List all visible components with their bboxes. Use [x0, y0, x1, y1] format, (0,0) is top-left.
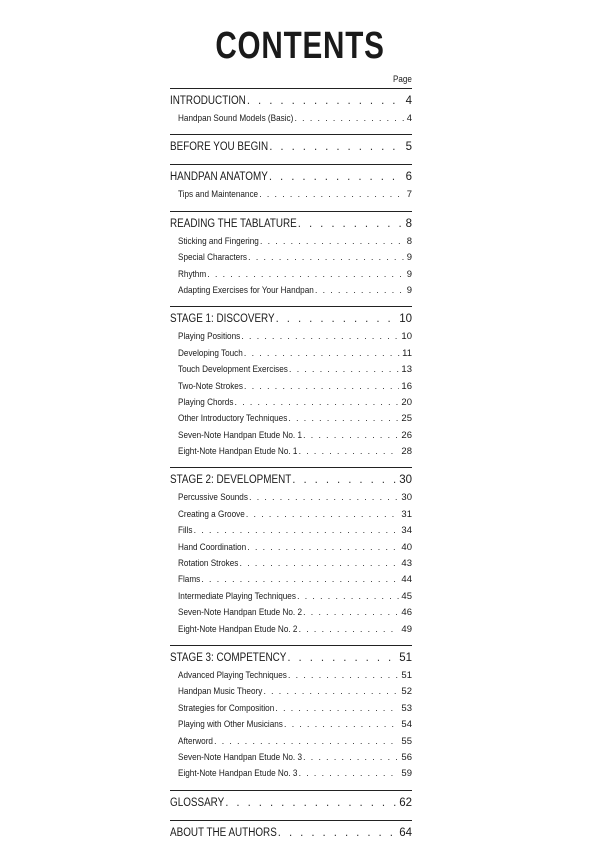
toc-entry[interactable] [170, 283, 412, 299]
toc-entry[interactable] [170, 605, 412, 621]
toc-section-heading[interactable] [170, 137, 412, 157]
toc-page-number: 30 [399, 474, 412, 487]
toc-page-number: 11 [402, 347, 412, 359]
toc-entry-label: Sticking and Fingering [178, 235, 259, 247]
toc-section-heading[interactable] [170, 793, 412, 813]
toc-entry[interactable] [170, 717, 412, 733]
toc-leader-dots [258, 187, 405, 203]
toc-entry[interactable] [170, 556, 412, 572]
toc-page-number: 59 [401, 768, 412, 780]
toc-page-number: 52 [401, 686, 412, 698]
toc-entry-label: Rhythm [178, 268, 207, 280]
toc-leader-dots [193, 523, 400, 539]
toc-leader-dots [297, 214, 404, 234]
toc-page-number: 45 [401, 590, 412, 602]
toc-entry-label: Handpan Sound Models (Basic) [178, 113, 294, 124]
toc-page-number: 25 [401, 413, 412, 425]
toc-entry-label: Special Characters [178, 252, 248, 264]
toc-page-number: 26 [401, 429, 412, 441]
toc-section-heading[interactable] [170, 214, 412, 234]
toc-entry-label: Playing Chords [178, 396, 234, 408]
page-column-label: Page [393, 74, 412, 85]
toc-page-number: 8 [405, 217, 412, 230]
toc-section [170, 211, 412, 300]
toc-page-number: 30 [401, 492, 412, 504]
toc-leader-dots [243, 346, 400, 362]
toc-section-title: READING THE TABLATURE [170, 217, 297, 230]
toc-leader-dots [286, 648, 397, 668]
toc-page-number: 53 [401, 702, 412, 714]
toc-leader-dots [287, 668, 400, 684]
toc-entry-label: Other Introductory Techniques [178, 413, 288, 425]
toc-section [170, 790, 412, 813]
toc-page-number: 10 [401, 331, 412, 343]
toc-page-number: 40 [401, 541, 412, 553]
toc-entry[interactable] [170, 187, 412, 203]
toc-section [170, 820, 412, 843]
toc-entry-label: Hand Coordination [178, 541, 247, 553]
toc-entry[interactable] [170, 346, 412, 362]
toc-entry[interactable] [170, 540, 412, 556]
toc-entry[interactable] [170, 428, 412, 444]
toc-section-title: STAGE 1: DISCOVERY [170, 313, 275, 326]
toc-entry-label: Afterword [178, 735, 213, 747]
toc-leader-dots [275, 309, 398, 329]
toc-entry-label: Seven-Note Handpan Etude No. 3 [178, 751, 303, 763]
toc-entry-label: Eight-Note Handpan Etude No. 1 [178, 446, 298, 458]
toc-section [170, 134, 412, 157]
toc-leader-dots [238, 556, 399, 572]
toc-leader-dots [291, 470, 397, 490]
toc-page-number: 9 [406, 284, 412, 296]
toc-page-number: 44 [401, 574, 412, 586]
toc-page-number: 16 [401, 380, 412, 392]
toc-entry[interactable] [170, 362, 412, 378]
toc-entry-label: Strategies for Composition [178, 702, 275, 714]
toc-section-title: INTRODUCTION [170, 95, 246, 107]
toc-entry-label: Creating a Groove [178, 508, 245, 520]
toc-entry-label: Eight-Note Handpan Etude No. 2 [178, 623, 298, 635]
toc-entry-label: Two-Note Strokes [178, 380, 243, 392]
toc-section [170, 88, 412, 127]
toc-leader-dots [274, 701, 399, 717]
toc-entry[interactable] [170, 766, 412, 782]
toc-section-heading[interactable] [170, 823, 412, 843]
toc-leader-dots [277, 823, 397, 843]
toc-leader-dots [297, 444, 399, 460]
toc-entry[interactable] [170, 684, 412, 700]
toc-page-number: 55 [401, 735, 412, 747]
toc-entry[interactable] [170, 750, 412, 766]
toc-page-number: 49 [401, 623, 412, 635]
toc-entry-label: Developing Touch [178, 347, 243, 359]
toc-entry[interactable] [170, 734, 412, 750]
toc-leader-dots [200, 572, 399, 588]
toc-entry-label: Rotation Strokes [178, 558, 239, 570]
toc-leader-dots [240, 329, 399, 345]
toc-section-title: STAGE 2: DEVELOPMENT [170, 474, 292, 487]
toc-entry-label: Playing with Other Musicians [178, 719, 283, 731]
toc-entry-label: Seven-Note Handpan Etude No. 2 [178, 607, 303, 619]
toc-entry[interactable] [170, 395, 412, 411]
toc-entry-label: Advanced Playing Techniques [178, 669, 287, 681]
toc-leader-dots [224, 793, 397, 813]
toc-section [170, 645, 412, 783]
toc-page-number: 43 [401, 558, 412, 570]
toc-entry-label: Eight-Note Handpan Etude No. 3 [178, 768, 298, 780]
toc-page-number: 64 [399, 826, 412, 839]
toc-leader-dots [213, 734, 399, 750]
toc-leader-dots [293, 111, 404, 127]
toc-section-heading[interactable] [170, 167, 412, 187]
toc-page-number: 9 [406, 268, 412, 280]
toc-entry-label: Intermediate Playing Techniques [178, 590, 296, 602]
toc-section [170, 467, 412, 638]
toc-page-number: 51 [401, 669, 412, 681]
toc-section-heading[interactable] [170, 91, 412, 111]
toc-leader-dots [268, 137, 403, 157]
toc-leader-dots [233, 395, 399, 411]
toc-page-number: 20 [401, 396, 412, 408]
toc-leader-dots [297, 766, 399, 782]
toc-entry[interactable] [170, 622, 412, 638]
toc-section-heading[interactable] [170, 470, 412, 490]
toc-entry[interactable] [170, 267, 412, 283]
toc-entry-label: Handpan Music Theory [178, 686, 263, 698]
toc-entry[interactable] [170, 444, 412, 460]
toc-entry-label: Seven-Note Handpan Etude No. 1 [178, 429, 303, 441]
toc-entry[interactable] [170, 668, 412, 684]
toc-entry-label: Tips and Maintenance [178, 189, 259, 201]
toc-page-number: 56 [401, 751, 412, 763]
toc-entry[interactable] [170, 234, 412, 250]
toc-entry[interactable] [170, 572, 412, 588]
toc-entry[interactable] [170, 507, 412, 523]
toc-entry-label: Touch Development Exercises [178, 364, 288, 376]
toc-section-title: ABOUT THE AUTHORS [170, 826, 277, 839]
page-title: CONTENTS [215, 25, 385, 67]
toc-entry-label: Playing Positions [178, 331, 241, 343]
toc-entry[interactable] [170, 701, 412, 717]
toc-section-title: HANDPAN ANATOMY [170, 171, 268, 184]
toc-page-number: 4 [405, 95, 412, 107]
toc-leader-dots [296, 589, 399, 605]
toc-entry[interactable] [170, 589, 412, 605]
toc-entry[interactable] [170, 379, 412, 395]
toc-entry-label: Adapting Exercises for Your Handpan [178, 284, 314, 296]
toc-section-heading[interactable] [170, 648, 412, 668]
toc-page-number: 13 [401, 364, 412, 376]
toc-leader-dots [302, 750, 399, 766]
toc-page-number: 7 [406, 189, 412, 201]
toc-leader-dots [297, 622, 399, 638]
toc-leader-dots [283, 717, 400, 733]
toc-leader-dots [302, 605, 399, 621]
toc-page-number: 6 [405, 171, 412, 184]
toc-leader-dots [314, 283, 405, 299]
toc-leader-dots [243, 379, 400, 395]
toc-page-number: 54 [401, 719, 412, 731]
toc-leader-dots [245, 507, 400, 523]
toc-entry[interactable] [170, 250, 412, 266]
toc-section-title: GLOSSARY [170, 796, 225, 809]
toc-entry-label: Fills [178, 525, 193, 537]
toc-entry[interactable] [170, 411, 412, 427]
toc-section-title: BEFORE YOU BEGIN [170, 141, 269, 154]
toc-page-number: 51 [399, 651, 412, 664]
toc-page-number: 31 [401, 508, 412, 520]
toc-section [170, 306, 412, 460]
toc-page-number: 5 [405, 141, 412, 154]
toc-page-number: 62 [399, 796, 412, 809]
toc-leader-dots [302, 428, 399, 444]
toc-entry[interactable] [170, 490, 412, 506]
toc-page-number: 8 [406, 235, 412, 247]
toc-page-number: 46 [401, 607, 412, 619]
toc-page-number: 28 [401, 446, 412, 458]
toc-leader-dots [268, 167, 404, 187]
toc-entry-label: Flams [178, 574, 201, 586]
toc-section-title: STAGE 3: COMPETENCY [170, 651, 287, 664]
toc-leader-dots [247, 250, 405, 266]
toc-entry[interactable] [170, 523, 412, 539]
toc-leader-dots [248, 490, 399, 506]
toc-page-number: 4 [406, 113, 412, 124]
toc-page-number: 34 [401, 525, 412, 537]
toc-leader-dots [206, 267, 405, 283]
toc-leader-dots [262, 684, 399, 700]
toc-entry[interactable] [170, 329, 412, 345]
toc-section-heading[interactable] [170, 309, 412, 329]
toc-entry-label: Percussive Sounds [178, 492, 248, 504]
toc-leader-dots [246, 91, 404, 111]
toc-entry[interactable] [170, 111, 412, 127]
toc-section [170, 164, 412, 203]
toc-leader-dots [259, 234, 405, 250]
toc-page-number: 10 [399, 313, 412, 326]
toc-leader-dots [288, 362, 400, 378]
toc-leader-dots [287, 411, 399, 427]
toc-leader-dots [246, 540, 399, 556]
table-of-contents [170, 88, 412, 843]
toc-page-number: 9 [406, 252, 412, 264]
